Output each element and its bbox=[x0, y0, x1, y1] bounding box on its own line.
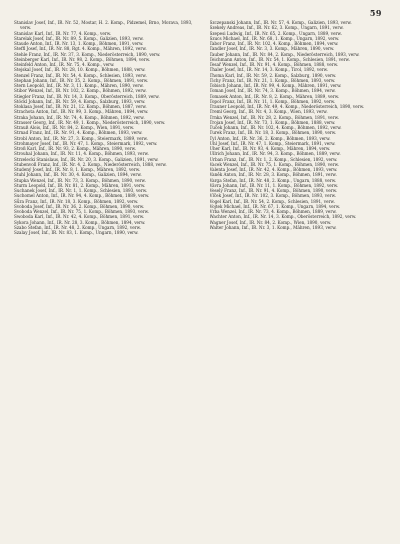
register-entry: Stroß Karl, Inf., IR. Nr. 93, 2. Komp., Mähren, 1890, verw. bbox=[14, 146, 136, 151]
register-entry: Teichmann Anton, Inf., IR. Nr. 54, 1. Komp., Schlesien, 1891, verw. bbox=[209, 56, 350, 62]
register-entry: Veselý Franz, Inf., IR. Nr. 91, 4. Komp., Böhmen, 1890, verw. bbox=[209, 188, 338, 193]
register-entry: Ullrich Johann, Inf., IR. Nr. 94, 3. Komp., Böhmen, 1889, verw. bbox=[209, 151, 341, 157]
register-entry: Vogel Karl, Inf., IR. Nr. 54, 2. Komp., Schlesien, 1891, verw. bbox=[209, 198, 335, 204]
register-entry: Strouhal Johann, Inf., IR. Nr. 11, 4. Komp., Böhmen, 1893, verw. bbox=[14, 151, 149, 157]
register-entry: Uhl Josef, Inf., IR. Nr. 47, 1. Komp., Steiermark, 1891, verw. bbox=[209, 140, 336, 146]
register-entry: Stöckl Johann, Inf., IR. Nr. 59, 4. Komp., Salzburg, 1893, verw. bbox=[14, 98, 146, 104]
register-entry: Szekely Andreas, Inf., IR. Nr. 62, 3. Komp., Ungarn, 1891, verw. bbox=[209, 25, 344, 31]
register-entry: Tomasek Anton, Inf., IR. Nr. 8, 2. Komp., Mähren, 1889, verw. bbox=[209, 93, 340, 99]
register-entry: Stibor Wenzel, Inf., IR. Nr. 102, 2. Komp., Böhmen, 1892, verw. bbox=[14, 88, 147, 94]
register-entry: Stephan Johann, Inf., IR. Nr. 35, 2. Komp., Böhmen, 1891, verw. bbox=[14, 77, 149, 83]
register-entry: Treml Georg, Inf., IR. Nr. 4, 3. Komp., Wien, 1893, verw. bbox=[209, 109, 328, 115]
register-entry: Walter Johann, Inf., IR. Nr. 3, 1. Komp., Mähren, 1893, verw. bbox=[209, 224, 337, 230]
register-entry: Strnad Franz, Inf., IR. Nr. 91, 4. Komp., Böhmen, 1893, verw. bbox=[14, 130, 143, 136]
register-entry: Sturm Leopold, Inf., IR. Nr. 81, 2. Komp., Mähren, 1891, verw. bbox=[14, 182, 146, 188]
register-entry: Svoboda Josef, Inf., IR. Nr. 36, 2. Komp., Böhmen, 1890, verw. bbox=[14, 203, 145, 209]
register-entry: Vojtek Michael, Inf., IR. Nr. 67, 1. Komp., Ungarn, 1894, verw. bbox=[209, 203, 341, 209]
register-entry: Vrba Wenzel, Inf., IR. Nr. 73, 4. Komp., Böhmen, 1889, verw. bbox=[209, 209, 337, 214]
register-entry: Steinfeld Anton, Inf., IR. Nr. 75, 4. Komp., verw. bbox=[14, 62, 115, 67]
register-entry: Stern Leopold, Inf., IR. Nr. 3, 11. Komp., Mähren, 1890, verw. bbox=[14, 83, 144, 88]
register-entry: Urban Franz, Inf., IR. Nr. 1, 2. Komp., Schlesien, 1892, verw. bbox=[209, 156, 338, 162]
register-entry: Straka Johann, Inf., IR. Nr. 74, 4. Komp., Böhmen, 1892, verw. bbox=[14, 114, 145, 120]
register-entry: Szucs Michael, Inf., IR. Nr. 68, 1. Komp., Ungarn, 1892, verw. bbox=[209, 35, 340, 41]
register-entry: Tesař Wenzel, Inf., IR. Nr. 91, 4. Komp., Böhmen, 1888, verw. bbox=[209, 62, 339, 67]
register-entry: Topol Franz, Inf., IR. Nr. 11, 1. Komp., Böhmen, 1892, verw. bbox=[209, 98, 336, 104]
register-entry: Staude Anton, Inf., IR. Nr. 13, 1. Komp., Böhmen, 1891, verw. bbox=[14, 41, 144, 46]
register-entry: Vávra Johann, Inf., IR. Nr. 11, 1. Komp., Böhmen, 1892, verw. bbox=[209, 182, 339, 188]
page-number: 59 bbox=[369, 8, 382, 18]
register-entry: Starelak Josef, Inf., IR. Nr. 89, 5. Komp., Galizien, 1893, verw. bbox=[14, 35, 144, 41]
register-entry: Valenta Josef, Inf., IR. Nr. 42, 4. Komp., Böhmen, 1893, verw. bbox=[209, 167, 338, 172]
column-gutter bbox=[201, 20, 202, 540]
register-entry: Toman Josef, Inf., IR. Nr. 74, 3. Komp., Böhmen, 1894, verw. bbox=[209, 88, 336, 94]
register-entry: Stenzel Franz, Inf., IR. Nr. 54, 4. Komp., Schlesien, 1893, verw. bbox=[14, 72, 147, 78]
register-entry: Stoklasa Josef, Inf., IR. Nr. 21, 12. Komp., Böhmen, 1887, verw. bbox=[14, 104, 147, 109]
register-entry: Uher Karl, Inf., IR. Nr. 93, 4. Komp., Mähren, 1894, verw. bbox=[209, 146, 331, 151]
page-header bbox=[14, 8, 388, 18]
register-entry: Wachter Anton, Inf., IR. Nr. 14, 3. Komp., Oberösterreich, 1892, verw. bbox=[209, 214, 357, 220]
register-entry: Stehle Franz, Inf., IR. Nr. 37, 3. Komp., Niederösterreich, 1890, verw. bbox=[14, 51, 161, 57]
register-entry: Trauner Leopold, Inf., IR. Nr. 49, 4. Komp., Niederösterreich, 1890, verw. bbox=[209, 104, 365, 109]
register-entry: Suchomel Anton, Inf., IR. Nr. 94, 4. Komp., Böhmen, 1889, verw. bbox=[14, 193, 150, 199]
register-entry: Trnka Wenzel, Inf., IR. Nr. 28, 2. Komp., Böhmen, 1891, verw. bbox=[209, 114, 339, 120]
register-entry: Tauber Johann, Inf., IR. Nr. 84, 2. Komp., Niederösterreich, 1893, verw. bbox=[209, 51, 360, 57]
register-entry: Szabo Stefan, Inf., IR. Nr. 48, 2. Komp., Ungarn, 1892, verw. bbox=[14, 224, 142, 230]
register-entry: Strachota Anton, Inf., IR. Nr. 99, 3. Komp., Mähren, 1894, verw. bbox=[14, 109, 149, 115]
register-entry: Swoboda Karl, Inf., IR. Nr. 42, 4. Komp., Böhmen, 1891, verw. bbox=[14, 214, 145, 220]
register-entry: Strauß Alois, Inf., IR. Nr. 84, 2. Komp., Wien, 1891, verw. bbox=[14, 125, 135, 130]
register-entry: Wagner Josef, Inf., IR. Nr. 84, 2. Komp., Wien, 1890, verw. bbox=[209, 219, 332, 225]
register-entry: Turek Franz, Inf., IR. Nr. 18, 3. Komp., Böhmen, 1890, verw. bbox=[209, 130, 337, 136]
register-entry: Sykora Johann, Inf., IR. Nr. 28, 3. Komp., Böhmen, 1894, verw. bbox=[14, 219, 146, 225]
register-entry: Thoma Karl, Inf., IR. Nr. 59, 2. Komp., Salzburg, 1890, verw. bbox=[209, 72, 337, 78]
register-entry: Stupka Wenzel, Inf., IR. Nr. 73, 3. Komp., Böhmen, 1890, verw. bbox=[14, 177, 146, 183]
register-entry: Szalay Josef, Inf., IR. Nr. 83, 1. Komp., Ungarn, 1890, verw. bbox=[14, 230, 139, 235]
register-entry: Strohmayer Josef, Inf., IR. Nr. 47, 1. Komp., Steiermark, 1892, verw. bbox=[14, 140, 158, 146]
register-entry: Stiegler Franz, Inf., IR. Nr. 14, 3. Komp., Oberösterreich, 1889, verw. bbox=[14, 93, 160, 99]
register-entry: Szczepanski Johann, Inf., IR. Nr. 57, 4. Komp., Galizien, 1893, verw. bbox=[209, 20, 352, 25]
left-column bbox=[14, 20, 193, 540]
register-entry: Svoboda Wenzel, Inf., IR. Nr. 75, 1. Komp., Böhmen, 1893, verw. bbox=[14, 209, 150, 214]
columns bbox=[14, 20, 388, 540]
register-entry: Tuček Johann, Inf., IR. Nr. 102, 4. Komp., Böhmen, 1892, verw. bbox=[209, 125, 342, 130]
register-entry: Strobl Anton, Inf., IR. Nr. 27, 3. Komp., Steiermark, 1889, verw. bbox=[14, 135, 148, 141]
register-entry: Stubenvoll Franz, Inf., IR. Nr. 4, 2. Komp., Niederösterreich, 1888, verw. bbox=[14, 161, 167, 167]
register-entry: Stejskal Josef, Inf., IR. Nr. 28, 10. Komp., Böhmen, 1888, verw. bbox=[14, 67, 146, 73]
register-entry: Steinberger Karl, Inf., IR. Nr. 98, 2. Komp., Böhmen, 1894, verw. bbox=[14, 56, 151, 62]
register-entry: Vlček Josef, Inf., IR. Nr. 102, 3. Komp., Böhmen, 1893, verw. bbox=[209, 193, 336, 199]
register-entry: Thaler Josef, Inf., IR. Nr. 14, 3. Komp., Tirol, 1892, verw. bbox=[209, 67, 329, 73]
register-entry: Tichy Franz, Inf., IR. Nr. 21, 1. Komp., Böhmen, 1893, verw. bbox=[209, 77, 336, 83]
register-entry: Stanislav Karl, Inf., IR. Nr. 77, 4. Komp., verw. bbox=[14, 30, 112, 36]
register-entry: Tyl Anton, Inf., IR. Nr. 36, 2. Komp., Böhmen, 1893, verw. bbox=[209, 135, 331, 141]
register-entry: Stuhl Johann, Inf., IR. Nr. 30, 4. Komp., Galizien, 1894, verw. bbox=[14, 172, 142, 178]
register-entry: Vacek Wenzel, Inf., IR. Nr. 75, 1. Komp., Böhmen, 1890, verw. bbox=[209, 161, 339, 167]
register-entry: Suchanek Josef, Inf., IR. Nr. 1, 1. Komp., Schlesien, 1893, verw. bbox=[14, 188, 148, 193]
register-entry: Varga Stefan, Inf., IR. Nr. 48, 2. Komp., Ungarn, 1888, verw. bbox=[209, 177, 337, 183]
register-entry: Tobisch Johann, Inf., IR. Nr. 99, 4. Komp., Mähren, 1891, verw. bbox=[209, 83, 342, 88]
register-entry: Tandler Josef, Inf., IR. Nr. 3, 3. Komp., Mähren, 1890, verw. bbox=[209, 46, 335, 52]
register-entry: Szepesi Ludwig, Inf., IR. Nr. 65, 2. Komp., Ungarn, 1889, verw. bbox=[209, 30, 342, 36]
right-column bbox=[210, 20, 389, 540]
register-entry: Strzelecki Stanislaus, Inf., IR. Nr. 20, 3. Komp., Galizien, 1891, verw. bbox=[14, 156, 159, 162]
register-entry: Vaněk Anton, Inf., IR. Nr. 28, 3. Komp., Böhmen, 1891, verw. bbox=[209, 172, 337, 178]
register-entry: Strasser Georg, Inf., IR. Nr. 49, 1. Komp., Niederösterreich, 1890, verw. bbox=[14, 119, 166, 125]
register-entry: Sůra Franz, Inf., IR. Nr. 18, 3. Komp., Böhmen, 1892, verw. bbox=[14, 198, 139, 204]
register-entry: Studený Josef, Inf., IR. Nr. 8, 1. Komp., Mähren, 1892, verw. bbox=[14, 167, 141, 172]
register-entry: Trojan Josef, Inf., IR. Nr. 73, 1. Komp., Böhmen, 1888, verw. bbox=[209, 119, 336, 125]
register-entry: Stanislav Josef, Inf., IR. Nr. 52, Mostar, H. 2. Komp., Pidzemel, Brno, Morava, 1893, verw. bbox=[14, 20, 193, 31]
register-entry: Tabor Franz, Inf., IR. Nr. 102, 4. Komp., Böhmen, 1894, verw. bbox=[209, 41, 339, 46]
register-entry: Steffl Josef, Inf., IR. Nr. 88, Rgt. 4. Komp., Mähren, 1892, verw. bbox=[14, 46, 147, 52]
